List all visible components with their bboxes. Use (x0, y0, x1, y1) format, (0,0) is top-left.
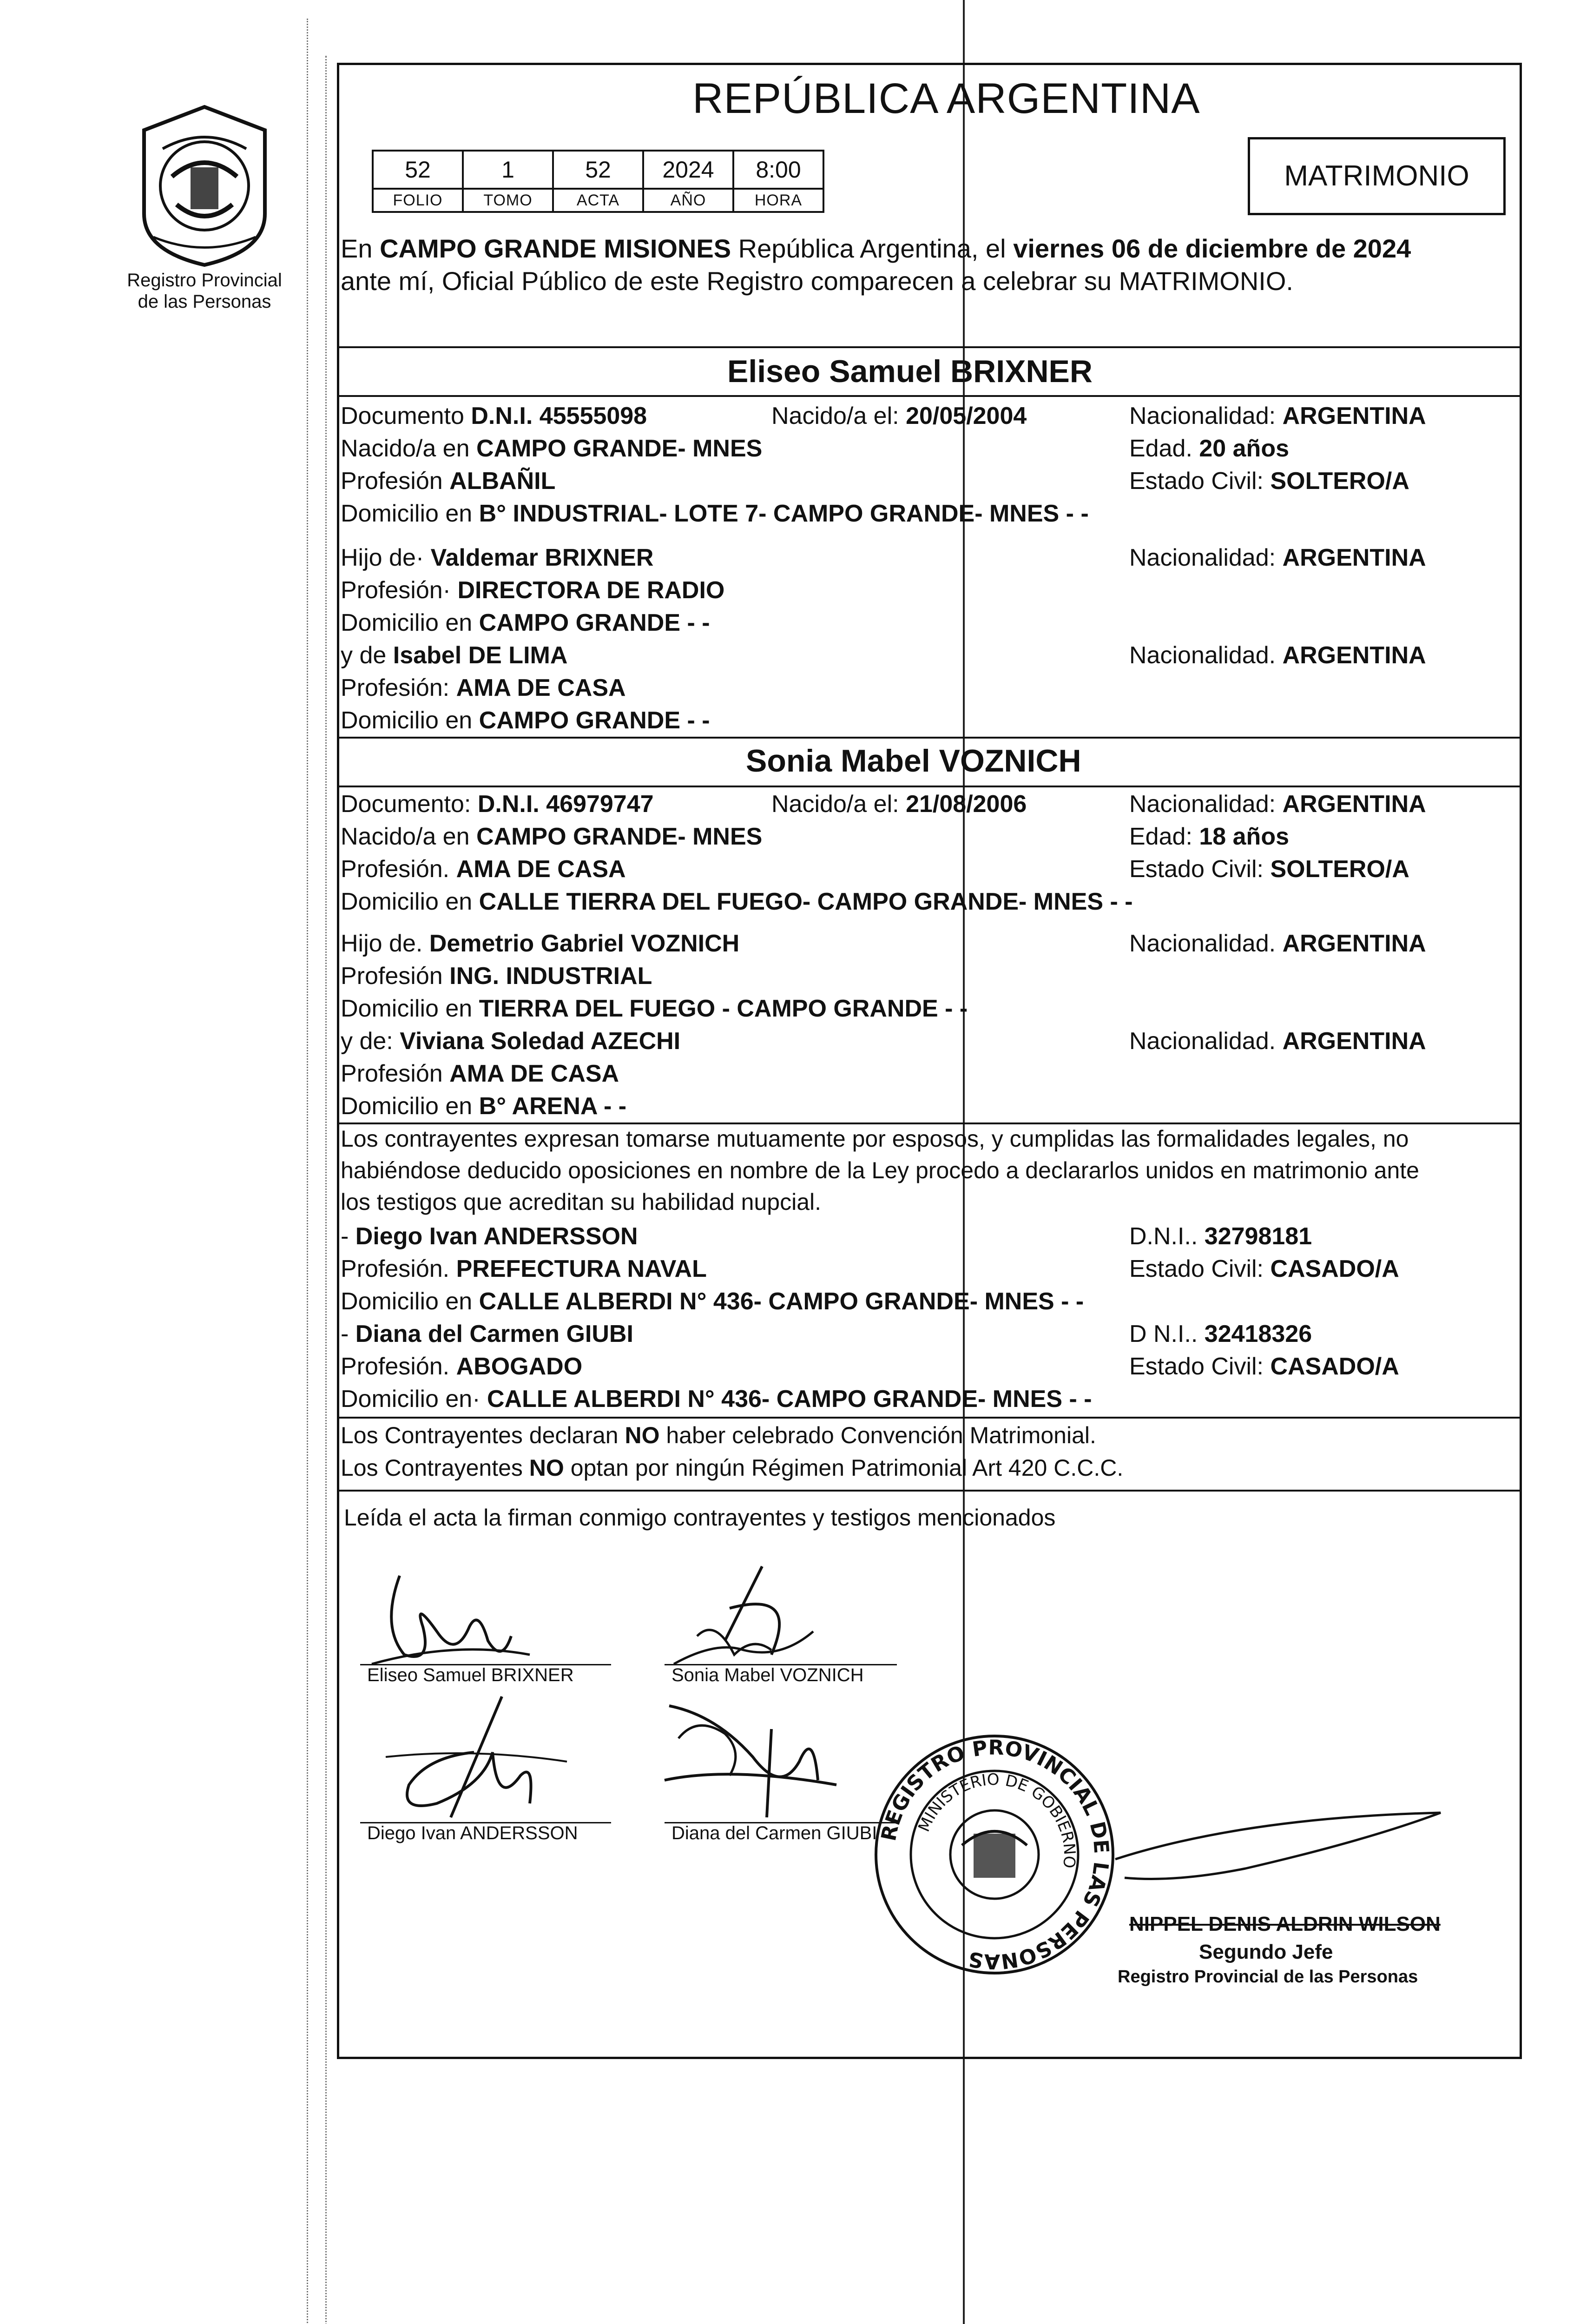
bride-father-prof (341, 962, 652, 990)
hora-value: 8:00 (733, 151, 823, 189)
groom-father-nat (1129, 544, 1426, 572)
value: AMA DE CASA (449, 1060, 619, 1087)
bride-signature (660, 1562, 836, 1673)
value: 32418326 (1204, 1320, 1312, 1347)
text: Los Contrayentes (341, 1455, 529, 1481)
bride-doc (341, 790, 654, 818)
groom-age (1129, 435, 1289, 462)
seal-inner-text-path: MINISTERIO DE GOBIERNO (915, 1770, 1079, 1869)
bride-mother-prof (341, 1060, 619, 1088)
bride-father-nat (1129, 930, 1426, 957)
divider (339, 1490, 1520, 1492)
value: 20 años (1199, 435, 1289, 462)
divider (339, 346, 1520, 348)
prefix: - (341, 1223, 349, 1250)
groom-mother (341, 641, 567, 669)
folio-value: 52 (373, 151, 463, 189)
bride-birthplace (341, 823, 762, 851)
label: Estado Civil: (1129, 1353, 1264, 1380)
value: CALLE TIERRA DEL FUEGO- CAMPO GRANDE- MNES - - (479, 888, 1133, 915)
folio-label: FOLIO (373, 189, 463, 212)
officer-name: NIPPEL DENIS ALDRIN WILSON (1129, 1913, 1441, 1935)
label: Domicilio en (341, 500, 473, 527)
bride-birthdate (771, 790, 1027, 818)
bride-father (341, 930, 739, 957)
groom-address (341, 500, 1089, 528)
bride-age (1129, 823, 1289, 851)
hora-label: HORA (733, 189, 823, 212)
intro-text: En (341, 234, 380, 263)
groom-name: Eliseo Samuel BRIXNER (727, 354, 1093, 389)
value: 20/05/2004 (906, 403, 1027, 429)
label: Nacionalidad. (1129, 930, 1276, 957)
label: Nacionalidad: (1129, 544, 1276, 571)
intro-text: República Argentina, el (731, 234, 1014, 263)
value: CASADO/A (1270, 1353, 1399, 1380)
value: ARGENTINA (1282, 1028, 1426, 1055)
value: SOLTERO/A (1270, 856, 1409, 883)
label: D N.I.. (1129, 1320, 1198, 1347)
label: Estado Civil: (1129, 1255, 1264, 1282)
label: Documento (341, 403, 464, 429)
value: ARGENTINA (1282, 642, 1426, 669)
label: Hijo de. (341, 930, 423, 957)
label: Profesión (341, 963, 443, 990)
label: D.N.I.. (1129, 1223, 1198, 1250)
text: haber celebrado Convención Matrimonial. (659, 1422, 1096, 1448)
value: Valdemar BRIXNER (430, 544, 654, 571)
groom-mother-nat (1129, 641, 1426, 669)
label: Nacionalidad: (1129, 791, 1276, 818)
bride-profession (341, 855, 626, 883)
witness1-civil (1129, 1255, 1399, 1283)
groom-civil (1129, 467, 1409, 495)
bride-father-addr (341, 995, 968, 1023)
officer-role: Segundo Jefe (1199, 1941, 1333, 1963)
value: 32798181 (1204, 1223, 1312, 1250)
value: Demetrio Gabriel VOZNICH (429, 930, 740, 957)
closing-text: Leída el acta la firman conmigo contrayentes y testigos mencionados (344, 1505, 1056, 1531)
value: ARGENTINA (1282, 403, 1426, 429)
bride-nationality (1129, 790, 1426, 818)
value: PREFECTURA NAVAL (456, 1255, 707, 1282)
prefix: - (341, 1320, 349, 1347)
groom-nationality (1129, 402, 1426, 430)
divider (339, 1122, 1520, 1124)
label: Domicilio en (341, 888, 473, 915)
divider (339, 737, 1520, 739)
groom-father (341, 544, 653, 572)
groom-doc (341, 402, 647, 430)
declaration-line3: los testigos que acreditan su habilidad nupcial. (341, 1189, 822, 1215)
value: ARGENTINA (1282, 791, 1426, 818)
value: CALLE ALBERDI N° 436- CAMPO GRANDE- MNES - - (479, 1288, 1084, 1315)
groom-birthplace (341, 435, 762, 462)
witness2-address (341, 1385, 1092, 1413)
value: Viviana Soledad AZECHI (400, 1028, 681, 1055)
convention-line2 (341, 1454, 1123, 1482)
declaration-line1: Los contrayentes expresan tomarse mutuamente por esposos, y cumplidas las formalidades legales, no (341, 1126, 1409, 1152)
groom-mother-prof (341, 674, 626, 702)
act-header-table (372, 150, 824, 213)
label: Nacionalidad. (1129, 642, 1276, 669)
label: Nacido/a el: (771, 403, 899, 429)
bride-mother (341, 1027, 680, 1055)
bride-civil (1129, 855, 1409, 883)
text: Los Contrayentes declaran (341, 1422, 625, 1448)
value: Isabel DE LIMA (393, 642, 568, 669)
officer-signature (1106, 1803, 1459, 1896)
value: ARGENTINA (1282, 544, 1426, 571)
text: optan por ningún Régimen Patrimonial Art 420 C.C.C. (564, 1455, 1124, 1481)
margin-dots (325, 56, 327, 2324)
groom-signature-label: Eliseo Samuel BRIXNER (367, 1665, 574, 1685)
divider (339, 395, 1520, 397)
divider (339, 1417, 1520, 1419)
emphasis: NO (529, 1455, 564, 1481)
label: Nacido/a en (341, 823, 470, 850)
registry-name-line1: Registro Provincial (127, 270, 282, 290)
declaration-line2: habiéndose deducido oposiciones en nombre de la Ley procedo a declararlos unidos en matrimonio ante (341, 1157, 1419, 1183)
label: Domicilio en (341, 707, 473, 734)
label: Profesión. (341, 1353, 450, 1380)
registry-name-line2: de las Personas (138, 291, 271, 312)
value: ALBAÑIL (449, 468, 556, 495)
label: y de (341, 642, 387, 669)
value: ARGENTINA (1282, 930, 1426, 957)
groom-profession (341, 467, 555, 495)
intro-place: CAMPO GRANDE MISIONES (380, 234, 731, 263)
divider (339, 786, 1520, 787)
groom-mother-addr (341, 706, 710, 734)
emphasis: NO (625, 1422, 660, 1448)
groom-dni: D.N.I. 45555098 (471, 403, 647, 429)
registry-logo (125, 98, 283, 270)
label: Estado Civil: (1129, 468, 1264, 495)
label: Edad: (1129, 823, 1192, 850)
label: Profesión· (341, 577, 451, 604)
value: ING. INDUSTRIAL (449, 963, 652, 990)
label: Profesión: (341, 674, 450, 701)
convention-line1 (341, 1421, 1096, 1449)
tomo-value: 1 (463, 151, 553, 189)
label: Edad. (1129, 435, 1192, 462)
bride-name: Sonia Mabel VOZNICH (746, 743, 1081, 779)
act-type-box: MATRIMONIO (1248, 137, 1506, 215)
value: SOLTERO/A (1270, 468, 1409, 495)
tomo-label: TOMO (463, 189, 553, 212)
bride-signature-label: Sonia Mabel VOZNICH (672, 1665, 864, 1685)
anio-value: 2024 (643, 151, 733, 189)
label: Profesión (341, 1060, 443, 1087)
label: Hijo de· (341, 544, 424, 571)
value: CAMPO GRANDE - - (479, 707, 710, 734)
witness1-signature-label: Diego Ivan ANDERSSON (367, 1823, 578, 1843)
value: Diego Ivan ANDERSSON (355, 1223, 638, 1250)
bride-mother-nat (1129, 1027, 1426, 1055)
value: B° ARENA - - (479, 1093, 627, 1120)
official-seal (869, 1729, 1120, 1980)
bride-mother-addr (341, 1092, 626, 1120)
witness2-signature-label: Diana del Carmen GIUBI (672, 1823, 877, 1843)
margin-dots (307, 19, 308, 2324)
value: TIERRA DEL FUEGO - CAMPO GRANDE - - (479, 995, 968, 1022)
value: 18 años (1199, 823, 1289, 850)
value: CAMPO GRANDE- MNES (476, 435, 763, 462)
witness2-dni (1129, 1320, 1312, 1348)
witness2-prof (341, 1353, 582, 1380)
witness1-address (341, 1287, 1084, 1315)
value: CAMPO GRANDE - - (479, 609, 710, 636)
label: Domicilio en (341, 609, 473, 636)
label: Profesión. (341, 1255, 450, 1282)
label: Nacido/a el: (771, 791, 899, 818)
witness1-dni (1129, 1222, 1312, 1250)
label: y de: (341, 1028, 393, 1055)
anio-label: AÑO (643, 189, 733, 212)
intro-date: viernes 06 de diciembre de 2024 (1013, 234, 1411, 263)
witness2-civil (1129, 1353, 1399, 1380)
label: Nacionalidad: (1129, 403, 1276, 429)
label: Profesión. (341, 856, 450, 883)
bride-address (341, 888, 1133, 916)
witness2-name (341, 1320, 633, 1348)
label: Nacionalidad. (1129, 1028, 1276, 1055)
groom-father-addr (341, 609, 710, 637)
intro-line1 (341, 235, 1411, 263)
groom-signature (362, 1571, 558, 1673)
value: Diana del Carmen GIUBI (355, 1320, 633, 1347)
label: Domicilio en· (341, 1386, 481, 1413)
acta-label: ACTA (553, 189, 643, 212)
witness2-signature (660, 1687, 846, 1827)
value: CAMPO GRANDE- MNES (476, 823, 763, 850)
label: Profesión (341, 468, 443, 495)
groom-father-prof (341, 576, 724, 604)
witness1-signature (381, 1692, 576, 1831)
intro-line2: ante mí, Oficial Público de este Registro comparecen a celebrar su MATRIMONIO. (341, 266, 1293, 296)
witness1-name (341, 1222, 638, 1250)
label: Domicilio en (341, 995, 473, 1022)
value: AMA DE CASA (456, 674, 626, 701)
value: AMA DE CASA (456, 856, 626, 883)
value: CASADO/A (1270, 1255, 1399, 1282)
label: Documento: (341, 791, 471, 818)
bride-dni: D.N.I. 46979747 (477, 791, 654, 818)
label: Nacido/a en (341, 435, 470, 462)
registry-name (107, 270, 302, 312)
value: DIRECTORA DE RADIO (457, 577, 725, 604)
page-title: REPÚBLICA ARGENTINA (692, 75, 1200, 122)
label: Domicilio en (341, 1093, 473, 1120)
witness1-prof (341, 1255, 707, 1283)
acta-value: 52 (553, 151, 643, 189)
groom-birthdate (771, 402, 1027, 430)
label: Domicilio en (341, 1288, 473, 1315)
label: Estado Civil: (1129, 856, 1264, 883)
seal-ring-text-path: REGISTRO PROVINCIAL DE LAS PERSONAS (876, 1736, 1113, 1974)
value: 21/08/2006 (906, 791, 1027, 818)
value: CALLE ALBERDI N° 436- CAMPO GRANDE- MNES - - (487, 1386, 1092, 1413)
value: ABOGADO (456, 1353, 583, 1380)
value: B° INDUSTRIAL- LOTE 7- CAMPO GRANDE- MNES - - (479, 500, 1089, 527)
officer-org: Registro Provincial de las Personas (1118, 1967, 1418, 1987)
